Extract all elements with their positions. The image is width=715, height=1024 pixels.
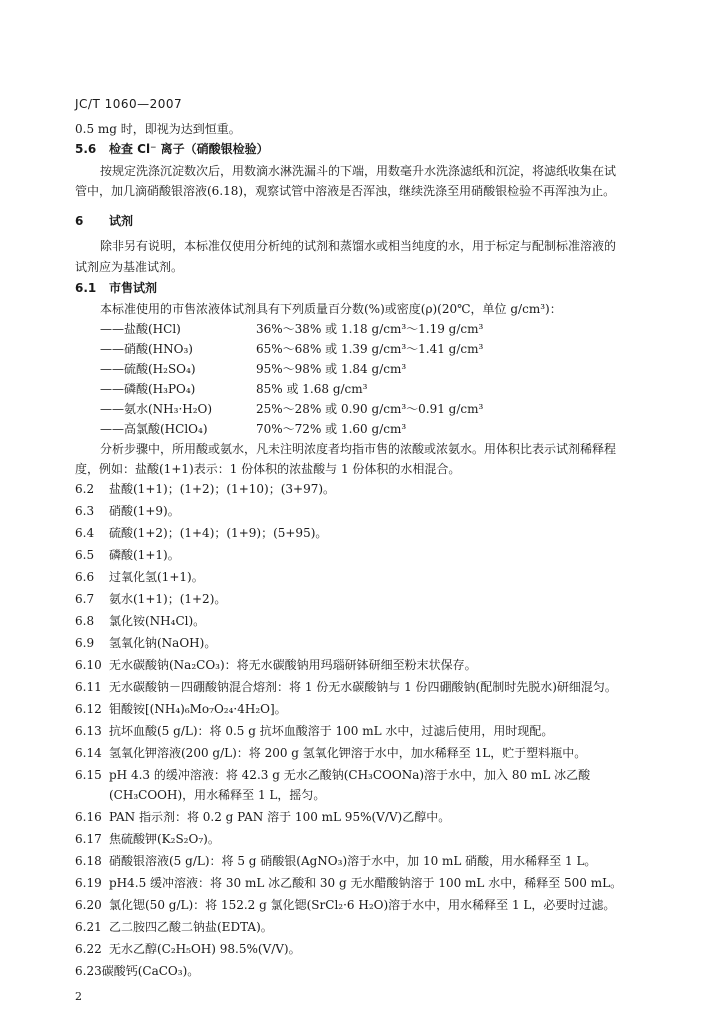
item-text: 氨水(1+1)；(1+2)。	[109, 592, 227, 606]
list-item	[75, 786, 325, 804]
reagent-row	[100, 380, 367, 398]
reagent-row	[100, 420, 406, 438]
list-item	[75, 678, 617, 696]
item-number: 6.7	[75, 592, 95, 606]
item-text: 无水碳酸钠(Na₂CO₃)：将无水碳酸钠用玛瑙研钵研细至粉末状保存。	[109, 658, 477, 672]
list-item	[75, 896, 615, 914]
item-number: 6.13	[75, 724, 102, 738]
reagent-value: 85% 或 1.68 g/cm³	[256, 382, 368, 396]
reagent-name: ——磷酸(H₃PO₄)	[100, 382, 196, 396]
item-text: 氢氧化钠(NaOH)。	[109, 636, 217, 650]
list-item	[75, 590, 226, 608]
section-heading-5-6	[75, 140, 269, 158]
section-number: 6	[75, 214, 84, 228]
list-item	[75, 700, 287, 718]
item-number: 6.15	[75, 768, 102, 782]
item-text: (CH₃COOH)，用水稀释至 1 L，摇匀。	[109, 788, 326, 802]
item-number: 6.11	[75, 680, 102, 694]
item-text: 过氧化氢(1+1)。	[109, 570, 204, 584]
reagent-row	[100, 400, 483, 418]
paragraph-line: 试剂应为基准试剂。	[75, 260, 184, 274]
list-item	[75, 766, 590, 784]
section-title: 市售试剂	[109, 281, 158, 295]
item-text: 盐酸(1+1)；(1+2)；(1+10)；(3+97)。	[109, 482, 336, 496]
item-text: 硫酸(1+2)；(1+4)；(1+9)；(5+95)。	[109, 526, 328, 540]
list-item	[75, 874, 622, 892]
item-text: 碳酸钙(CaCO₃)。	[101, 964, 200, 978]
item-number: 6.6	[75, 570, 95, 584]
item-number: 6.17	[75, 832, 102, 846]
item-number: 6.14	[75, 746, 102, 760]
section-number: 6.1	[75, 281, 97, 295]
reagent-name: ——硝酸(HNO₃)	[100, 342, 193, 356]
item-text: pH4.5 缓冲溶液：将 30 mL 冰乙酸和 30 g 无水醋酸钠溶于 100 mL 水中，稀释至 500 mL。	[109, 876, 623, 890]
item-text: 无水乙醇(C₂H₅OH) 98.5%(V/V)。	[109, 942, 301, 956]
item-text: 磷酸(1+1)。	[109, 548, 180, 562]
list-item	[75, 940, 301, 958]
item-text: pH 4.3 的缓冲溶液：将 42.3 g 无水乙酸钠(CH₃COONa)溶于水中，加入 80 mL 冰乙酸	[109, 768, 591, 782]
item-text: 抗坏血酸(5 g/L)：将 0.5 g 抗坏血酸溶于 100 mL 水中，过滤后使用，用时现配。	[109, 724, 554, 738]
section-title: 试剂	[109, 214, 134, 228]
list-item	[75, 502, 180, 520]
item-number: 6.23	[75, 964, 102, 978]
list-item	[75, 480, 335, 498]
list-item	[75, 634, 216, 652]
paragraph-line: 分析步骤中，所用酸或氨水，凡未注明浓度者均指市售的浓酸或浓氨水。用体积比表示试剂稀释程	[100, 442, 617, 456]
reagent-name: ——高氯酸(HClO₄)	[100, 422, 208, 436]
item-text: 硝酸(1+9)。	[109, 504, 180, 518]
item-number: 6.19	[75, 876, 102, 890]
item-number: 6.10	[75, 658, 102, 672]
list-item	[75, 656, 477, 674]
item-text: PAN 指示剂：将 0.2 g PAN 溶于 100 mL 95%(V/V)乙醇中。	[109, 810, 451, 824]
list-item	[75, 744, 586, 762]
reagent-row	[100, 360, 406, 378]
item-number: 6.21	[75, 920, 102, 934]
standard-code-header: JC/T 1060—2007	[75, 97, 183, 111]
item-number: 6.4	[75, 526, 95, 540]
item-number: 6.9	[75, 636, 95, 650]
paragraph-line: 0.5 mg 时，即视为达到恒重。	[75, 122, 241, 136]
reagent-value: 65%～68% 或 1.39 g/cm³～1.41 g/cm³	[256, 342, 484, 356]
paragraph-line: 管中，加几滴硝酸银溶液(6.18)，观察试管中溶液是否浑浊，继续洗涤至用硝酸银检验不再浑浊为止。	[75, 184, 616, 198]
list-item	[75, 918, 273, 936]
item-text: 钼酸铵[(NH₄)₆Mo₇O₂₄·4H₂O]。	[109, 702, 287, 716]
item-text: 无水碳酸钠－四硼酸钠混合熔剂：将 1 份无水碳酸钠与 1 份四硼酸钠(配制时先脱水)研细混匀。	[109, 680, 617, 694]
section-heading-6-1	[75, 279, 157, 297]
reagent-value: 95%～98% 或 1.84 g/cm³	[256, 362, 407, 376]
list-item	[75, 524, 327, 542]
list-item	[75, 612, 205, 630]
list-item	[75, 830, 220, 848]
section-number: 5.6	[75, 142, 97, 156]
reagent-row	[100, 340, 483, 358]
list-item	[75, 808, 450, 826]
reagent-value: 70%～72% 或 1.60 g/cm³	[256, 422, 407, 436]
item-number: 6.8	[75, 614, 95, 628]
item-text: 氢氧化钾溶液(200 g/L)：将 200 g 氢氧化钾溶于水中，加水稀释至 1L，贮于塑料瓶中。	[109, 746, 587, 760]
list-item	[75, 852, 596, 870]
item-number: 6.12	[75, 702, 102, 716]
item-number: 6.5	[75, 548, 95, 562]
paragraph-line: 本标准使用的市售浓液体试剂具有下列质量百分数(%)或密度(ρ)(20℃，单位 g/cm³)：	[100, 302, 562, 316]
paragraph-line: 除非另有说明，本标准仅使用分析纯的试剂和蒸馏水或相当纯度的水，用于标定与配制标准溶液的	[100, 239, 617, 253]
section-title: 检查 Cl⁻ 离子（硝酸银检验）	[109, 142, 269, 156]
reagent-name: ——盐酸(HCl)	[100, 322, 181, 336]
item-number: 6.2	[75, 482, 95, 496]
item-text: 氯化铵(NH₄Cl)。	[109, 614, 206, 628]
reagent-row	[100, 320, 483, 338]
item-number: 6.3	[75, 504, 95, 518]
item-number: 6.20	[75, 898, 102, 912]
section-heading-6	[75, 212, 133, 230]
item-number: 6.22	[75, 942, 102, 956]
paragraph-line: 按规定洗涤沉淀数次后，用数滴水淋洗漏斗的下端，用数毫升水洗涤滤纸和沉淀，将滤纸收集在试	[100, 164, 617, 178]
reagent-value: 25%～28% 或 0.90 g/cm³～0.91 g/cm³	[256, 402, 484, 416]
list-item	[75, 722, 553, 740]
reagent-value: 36%～38% 或 1.18 g/cm³～1.19 g/cm³	[256, 322, 484, 336]
page-number: 2	[75, 990, 82, 1003]
paragraph-line: 度，例如：盐酸(1+1)表示：1 份体积的浓盐酸与 1 份体积的水相混合。	[75, 462, 461, 476]
list-item	[75, 962, 199, 980]
item-text: 乙二胺四乙酸二钠盐(EDTA)。	[109, 920, 273, 934]
item-text: 硝酸银溶液(5 g/L)：将 5 g 硝酸银(AgNO₃)溶于水中，加 10 mL 硝酸，用水稀释至 1 L。	[109, 854, 597, 868]
list-item	[75, 546, 180, 564]
item-text: 氯化锶(50 g/L)：将 152.2 g 氯化锶(SrCl₂·6 H₂O)溶于水中，用水稀释至 1 L，必要时过滤。	[109, 898, 616, 912]
item-text: 焦硫酸钾(K₂S₂O₇)。	[109, 832, 220, 846]
reagent-name: ——氨水(NH₃·H₂O)	[100, 402, 213, 416]
item-number: 6.18	[75, 854, 102, 868]
item-number: 6.16	[75, 810, 102, 824]
reagent-name: ——硫酸(H₂SO₄)	[100, 362, 196, 376]
list-item	[75, 568, 204, 586]
